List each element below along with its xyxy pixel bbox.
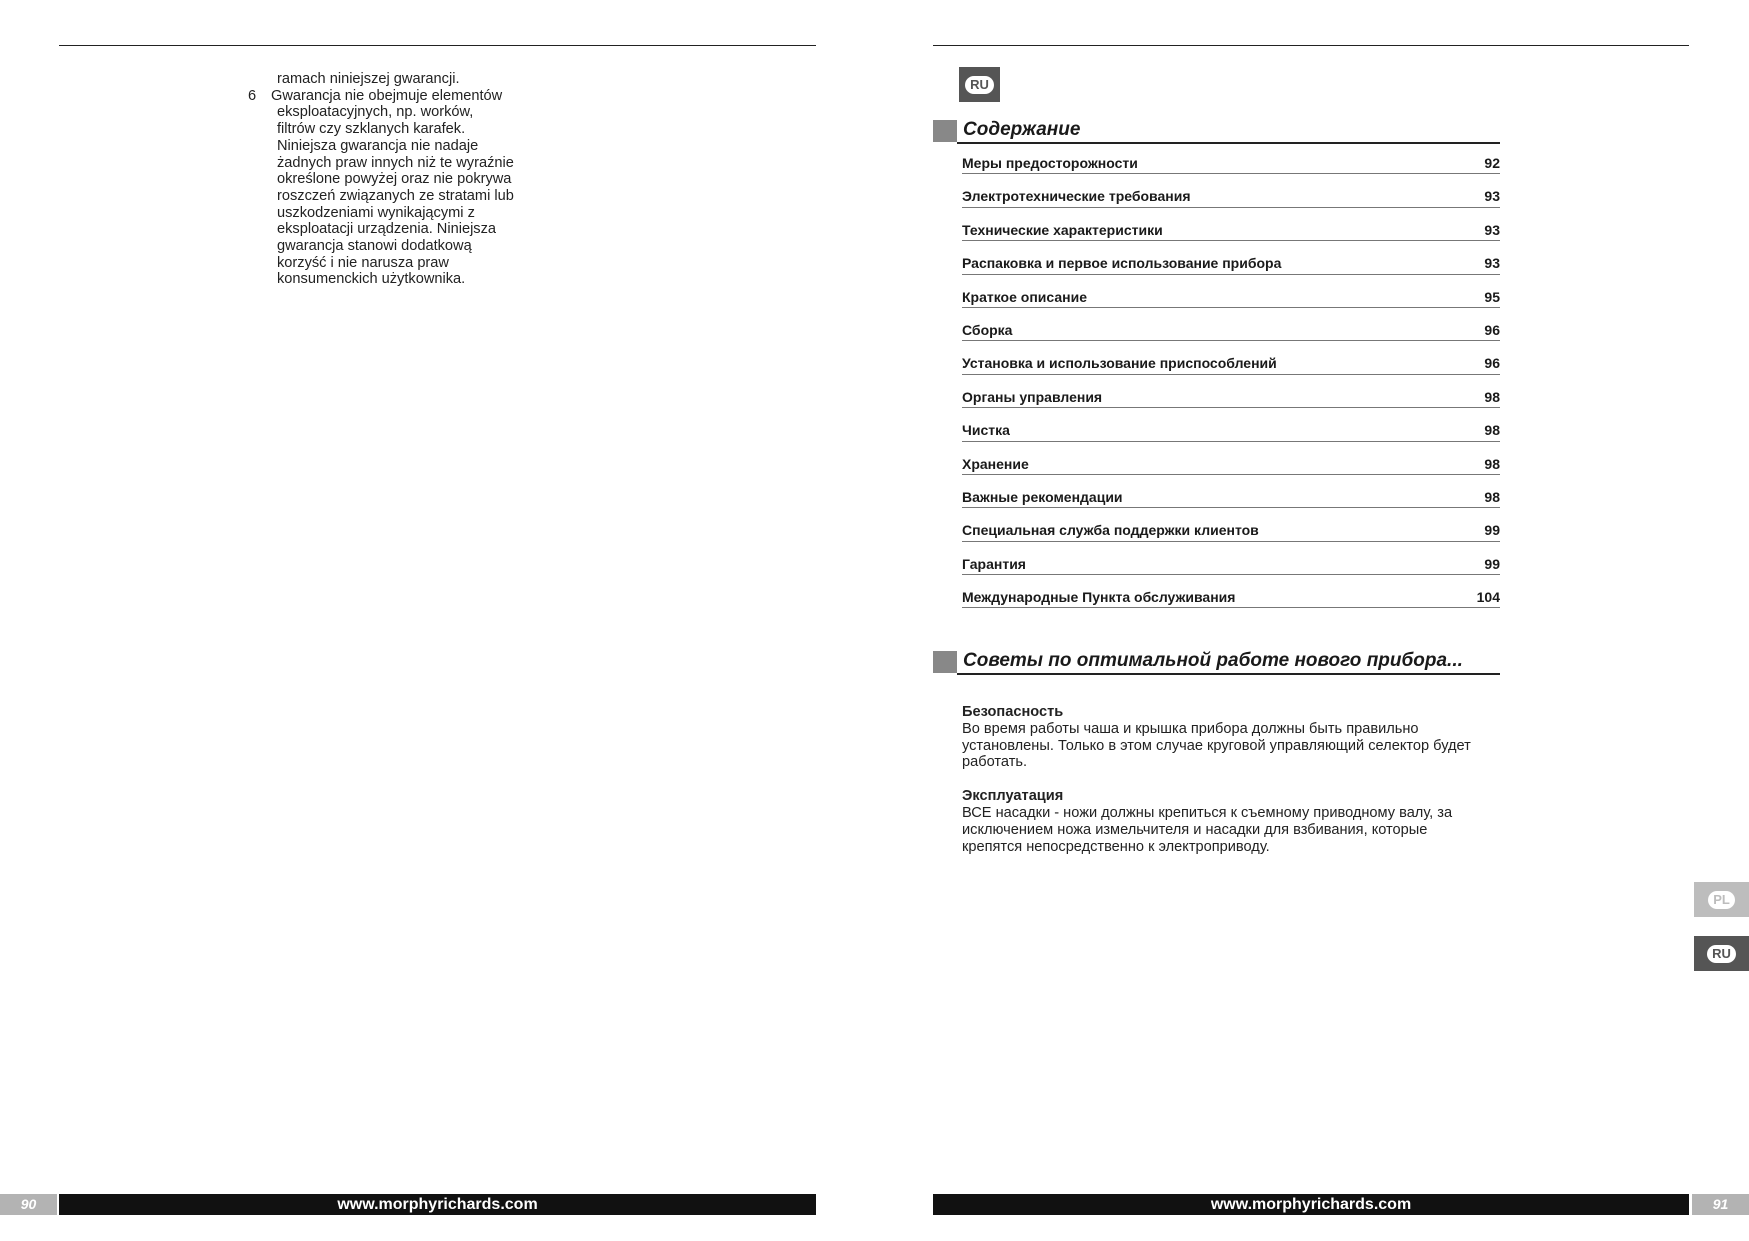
- toc-label: Гарантия: [962, 555, 1026, 572]
- toc-page-number: 93: [1484, 221, 1500, 238]
- toc-label: Распаковка и первое использование прибора: [962, 255, 1282, 272]
- tips-heading: [933, 651, 1500, 675]
- footer-url-right[interactable]: www.morphyrichards.com: [933, 1194, 1689, 1215]
- text-line: [245, 171, 535, 188]
- toc-row[interactable]: [962, 341, 1500, 374]
- text-line: [245, 138, 535, 155]
- line-text: Niniejsza gwarancja nie nadaje: [277, 137, 479, 154]
- toc-label: Чистка: [962, 422, 1010, 439]
- toc-page-number: 99: [1484, 555, 1500, 572]
- tip-heading: Эксплуатация: [962, 788, 1064, 805]
- heading-square-marker: [933, 120, 957, 142]
- tip-paragraph: [962, 788, 1502, 855]
- toc-row[interactable]: [962, 475, 1500, 508]
- line-text: filtrów czy szklanych karafek.: [277, 121, 466, 138]
- text-line: [245, 121, 535, 138]
- line-text: konsumenckich użytkownika.: [277, 271, 466, 288]
- toc-row[interactable]: [962, 308, 1500, 341]
- heading-square-marker: [933, 651, 957, 673]
- toc-row[interactable]: [962, 442, 1500, 475]
- toc-page-number: 99: [1484, 522, 1500, 539]
- toc-row[interactable]: [962, 241, 1500, 274]
- tips-title: Советы по оптимальной работе нового прибора...: [963, 650, 1463, 671]
- toc-label: Важные рекомендации: [962, 488, 1123, 505]
- line-text: określone powyżej oraz nie pokrywa: [277, 171, 512, 188]
- tip-text-line: Во время работы чаша и крышка прибора должны быть правильно: [962, 720, 1419, 737]
- toc-page-number: 93: [1484, 188, 1500, 205]
- tip-text-line: исключением ножа измельчителя и насадки для взбивания, которые: [962, 821, 1428, 838]
- line-text: Gwarancja nie obejmuje elementów: [271, 87, 503, 104]
- toc-label: Электротехнические требования: [962, 188, 1191, 205]
- contents-title: Содержание: [963, 119, 1081, 140]
- toc-page-number: 93: [1484, 255, 1500, 272]
- tips-section: [962, 704, 1502, 872]
- language-badge-label: RU: [965, 76, 994, 94]
- text-line: [245, 104, 535, 121]
- toc-label: Краткое описание: [962, 288, 1087, 305]
- toc-page-number: 104: [1476, 589, 1500, 606]
- tip-text-line: крепятся непосредственно к электроприводу.: [962, 838, 1270, 855]
- toc-row[interactable]: [962, 141, 1500, 174]
- page-number-left: 90: [0, 1194, 57, 1215]
- line-text: eksploatacyjnych, np. worków,: [277, 104, 474, 121]
- right-page-top-rule: [933, 45, 1689, 46]
- toc-label: Меры предосторожности: [962, 155, 1138, 171]
- toc-row[interactable]: [962, 208, 1500, 241]
- text-line: [245, 71, 535, 88]
- language-badge-ru: [959, 67, 1000, 102]
- line-text: eksploatacji urządzenia. Niniejsza: [277, 221, 497, 238]
- text-line: [245, 155, 535, 172]
- line-text: ramach niniejszej gwarancji.: [277, 71, 460, 87]
- toc-page-number: 98: [1484, 455, 1500, 472]
- list-number: 6: [248, 87, 257, 104]
- text-line: [245, 255, 535, 272]
- toc-row[interactable]: [962, 508, 1500, 541]
- toc-row[interactable]: [962, 174, 1500, 207]
- tip-text-line: работать.: [962, 754, 1028, 771]
- side-tab-label: PL: [1708, 891, 1735, 909]
- toc-row[interactable]: [962, 408, 1500, 441]
- toc-label: Технические характеристики: [962, 221, 1163, 238]
- toc-page-number: 96: [1484, 321, 1500, 338]
- toc-page-number: 96: [1484, 355, 1500, 372]
- tip-paragraph: [962, 704, 1502, 771]
- line-text: korzyść i nie narusza praw: [277, 254, 449, 271]
- tip-text-line: установлены. Только в этом случае круговой управляющий селектор будет: [962, 737, 1471, 754]
- side-tab-pl[interactable]: [1694, 882, 1749, 917]
- toc-label: Хранение: [962, 455, 1029, 472]
- toc-label: Сборка: [962, 321, 1013, 338]
- text-line: [245, 205, 535, 222]
- toc-page-number: 98: [1484, 422, 1500, 439]
- toc-label: Международные Пункта обслуживания: [962, 589, 1236, 606]
- toc-row[interactable]: [962, 542, 1500, 575]
- toc-row[interactable]: [962, 275, 1500, 308]
- text-line: [245, 188, 535, 205]
- toc-label: Специальная служба поддержки клиентов: [962, 522, 1259, 539]
- tip-text-line: ВСЕ насадки - ножи должны крепиться к съемному приводному валу, за: [962, 804, 1453, 821]
- tip-heading: Безопасность: [962, 704, 1064, 720]
- toc-page-number: 95: [1484, 288, 1500, 305]
- text-line: [245, 271, 535, 288]
- line-text: uszkodzeniami wynikającymi z: [277, 204, 475, 221]
- toc-label: Установка и использование приспособлений: [962, 355, 1277, 372]
- line-text: roszczeń związanych ze stratami lub: [277, 187, 514, 204]
- text-line: [245, 221, 535, 238]
- left-page-top-rule: [59, 45, 816, 46]
- table-of-contents: [962, 141, 1500, 608]
- toc-page-number: 98: [1484, 388, 1500, 405]
- heading-underline: [957, 673, 1500, 675]
- page-number-right: 91: [1692, 1194, 1749, 1215]
- text-line: [245, 238, 535, 255]
- toc-label: Органы управления: [962, 388, 1103, 405]
- line-text: gwarancja stanowi dodatkową: [277, 238, 472, 255]
- left-page-warranty-text: [245, 71, 535, 288]
- toc-page-number: 92: [1484, 155, 1500, 171]
- toc-row[interactable]: [962, 575, 1500, 608]
- text-line: [245, 88, 535, 105]
- line-text: żadnych praw innych niż te wyraźnie: [277, 154, 514, 171]
- toc-page-number: 98: [1484, 488, 1500, 505]
- footer-url-left[interactable]: www.morphyrichards.com: [59, 1194, 816, 1215]
- side-tab-ru[interactable]: [1694, 936, 1749, 971]
- toc-row[interactable]: [962, 375, 1500, 408]
- side-tab-label: RU: [1707, 945, 1736, 963]
